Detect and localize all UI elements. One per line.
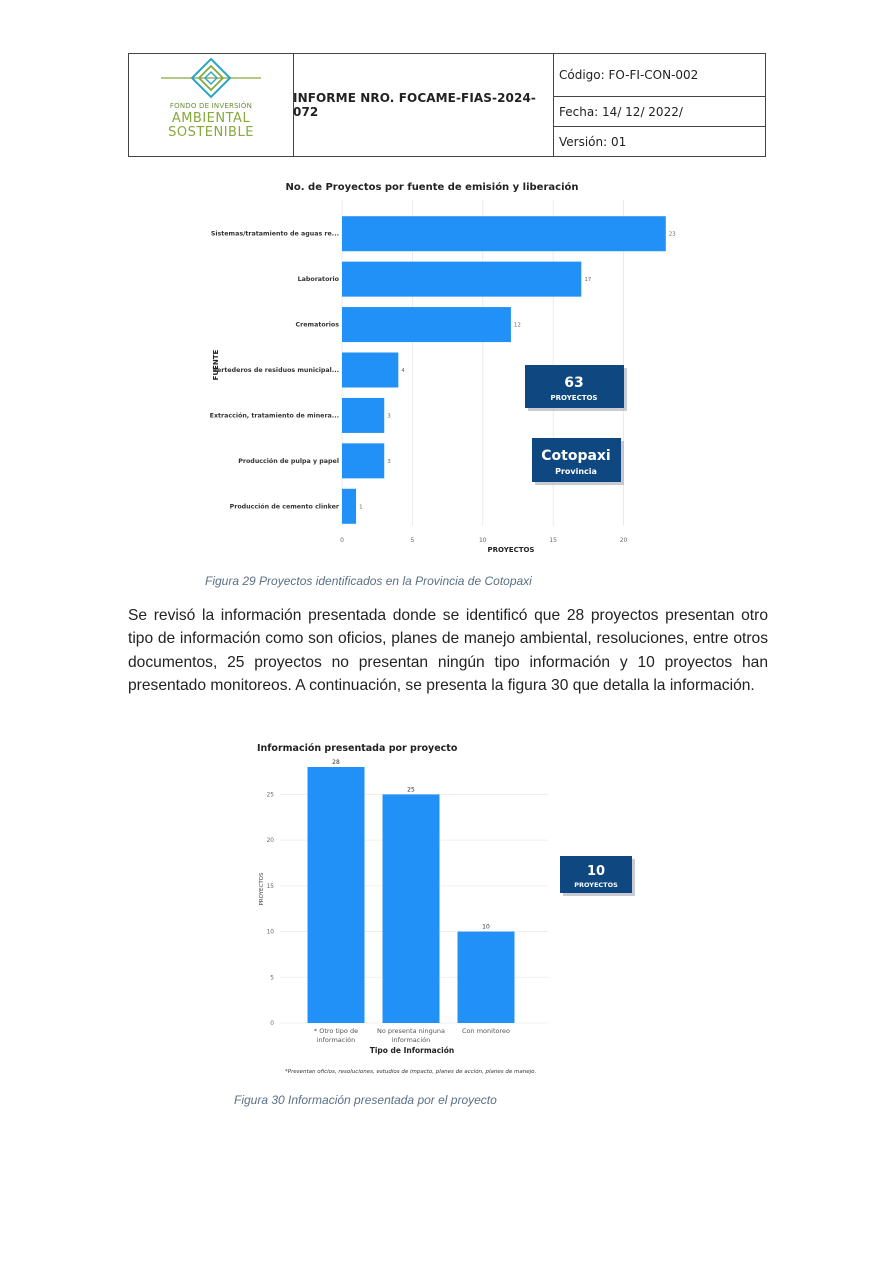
chart2-y-tick: 5 bbox=[270, 975, 274, 982]
chart-fuente-emision bbox=[200, 170, 700, 565]
chart1-value-label: 1 bbox=[359, 504, 363, 511]
badge-provincia-label: Provincia bbox=[555, 467, 597, 476]
chart1-category-label: Crematorios bbox=[295, 321, 339, 329]
chart-informacion-presentada bbox=[250, 736, 650, 1081]
chart2-bars bbox=[308, 759, 515, 1023]
chart2-y-tick: 10 bbox=[266, 929, 274, 936]
chart2-y-tick: 15 bbox=[266, 883, 274, 890]
chart1-x-tick: 20 bbox=[619, 537, 628, 544]
chart2-y-tick: 20 bbox=[266, 838, 274, 845]
chart2-category-label: * Otro tipo de bbox=[313, 1027, 359, 1035]
logo-line2: SOSTENIBLE bbox=[168, 125, 254, 140]
chart1-ylabel: FUENTE bbox=[212, 349, 220, 381]
chart1-x-tick: 15 bbox=[549, 537, 557, 544]
chart2-category-label: información bbox=[391, 1036, 431, 1044]
meta-cell bbox=[554, 54, 766, 156]
logo-cell bbox=[129, 54, 294, 156]
chart2-category-label: Con monitoreo bbox=[462, 1027, 510, 1035]
chart1-value-label: 3 bbox=[387, 458, 391, 465]
badge-proyectos-total bbox=[525, 365, 627, 411]
body-paragraph: Se revisó la información presentada donde se identificó que 28 proyectos presentan otro tipo de información como son oficios, planes de manejo ambiental, resoluciones, entre otros documentos, 25 proyectos no presentan ningún tipo información y 10 proyectos han presentado monitoreos. A continuación, se presenta la figura 30 que detalla la información. bbox=[128, 607, 768, 694]
logo-emblem-icon bbox=[129, 54, 293, 102]
badge-monitoreo-value: 10 bbox=[586, 864, 606, 879]
badge-total-value: 63 bbox=[564, 375, 584, 391]
chart1-bar bbox=[342, 307, 511, 342]
chart2-title: Información presentada por proyecto bbox=[257, 743, 458, 754]
figure-29-caption: Figura 29 Proyectos identificados en la Provincia de Cotopaxi bbox=[205, 574, 532, 588]
chart2-value-label: 28 bbox=[332, 759, 340, 766]
badge-monitoreo-label: PROYECTOS bbox=[574, 881, 618, 889]
chart2-x-labels bbox=[314, 1027, 510, 1044]
chart1-x-tick: 10 bbox=[478, 537, 487, 544]
chart2-bar bbox=[458, 932, 515, 1023]
chart2-category-label: información bbox=[316, 1036, 356, 1044]
chart2-bar bbox=[383, 794, 440, 1023]
chart1-bar bbox=[342, 443, 384, 478]
report-title-cell bbox=[293, 54, 554, 156]
chart2-y-tick: 25 bbox=[266, 792, 274, 799]
badge-monitoreo bbox=[560, 856, 635, 896]
chart2-footnote: *Presentan oficios, resoluciones, estudios de impacto, planes de acción, planes de manejo. bbox=[285, 1069, 537, 1075]
badge-provincia-value: Cotopaxi bbox=[541, 448, 611, 464]
chart2-y-tick: 0 bbox=[270, 1021, 274, 1027]
chart1-category-label: Sistemas/tratamiento de aguas re... bbox=[210, 230, 339, 238]
version-field: Versión: 01 bbox=[559, 134, 627, 149]
chart1-x-tick: 0 bbox=[340, 537, 344, 544]
fecha-field: Fecha: 14/ 12/ 2022/ bbox=[554, 97, 766, 127]
logo-small-text: FONDO DE INVERSIÓN bbox=[169, 102, 253, 110]
chart1-value-label: 3 bbox=[387, 413, 391, 420]
chart1-category-label: Producción de cemento clinker bbox=[229, 503, 339, 511]
chart1-category-label: Extracción, tratamiento de minera... bbox=[209, 412, 339, 420]
chart2-bar bbox=[308, 767, 365, 1023]
chart1-x-tick: 5 bbox=[410, 537, 415, 544]
codigo-field: Código: FO-FI-CON-002 bbox=[554, 54, 766, 97]
chart1-category-label: Laboratorio bbox=[297, 276, 339, 284]
chart1-value-label: 4 bbox=[401, 368, 405, 374]
badge-provincia bbox=[532, 438, 624, 485]
chart2-value-label: 10 bbox=[482, 923, 490, 931]
chart1-bar bbox=[342, 398, 384, 433]
chart1-xlabel: PROYECTOS bbox=[487, 546, 535, 554]
chart1-category-label: Producción de pulpa y papel bbox=[238, 457, 339, 465]
logo-line1: AMBIENTAL bbox=[171, 111, 251, 126]
badge-total-label: PROYECTOS bbox=[550, 394, 598, 402]
chart2-category-label: No presenta ninguna bbox=[376, 1027, 446, 1035]
chart2-xlabel: Tipo de Información bbox=[369, 1046, 455, 1055]
chart1-value-label: 23 bbox=[668, 231, 676, 238]
chart1-value-label: 12 bbox=[513, 322, 521, 329]
chart1-x-ticks bbox=[340, 537, 627, 544]
chart1-value-label: 17 bbox=[584, 277, 592, 284]
chart1-bar bbox=[342, 216, 666, 251]
chart1-bar bbox=[342, 262, 581, 297]
document-header bbox=[128, 53, 766, 157]
chart1-bar bbox=[342, 489, 356, 524]
report-title: INFORME NRO. FOCAME-FIAS-2024-072 bbox=[293, 91, 536, 119]
chart1-bar bbox=[342, 353, 398, 388]
chart2-value-label: 25 bbox=[407, 786, 415, 794]
chart2-ylabel: PROYECTOS bbox=[259, 872, 265, 906]
figure-30-caption: Figura 30 Información presentada por el proyecto bbox=[234, 1093, 497, 1107]
chart1-title: No. de Proyectos por fuente de emisión y liberación bbox=[285, 182, 579, 193]
chart1-category-label: Vertederos de residuos municipal... bbox=[212, 367, 339, 374]
